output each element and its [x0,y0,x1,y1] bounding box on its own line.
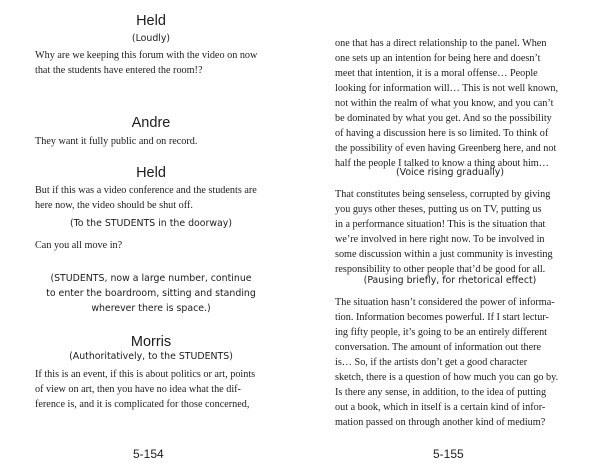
stage-direction-block: (STUDENTS, now a large number, continue to enter the boardroom, sitting and standing wherever there is space.) [46,273,256,314]
dialogue-text: one that has a direct relationship to the panel. When one sets up an intention for being here and doesn’t meet that intention, it is a moral offense… People looking for information will… This is not well known, not within the realm of what you know, and you can’t be dominated by what you get. And so the possibility of having a discussion here is so limited. To think of the possibility of even having Greenberg here, and not half the people I talked to know a thing about him… [335,38,559,169]
dialogue-text: Why are we keeping this forum with the video on now that the students have entered the room!? [35,50,258,76]
stage-direction: (Voice rising gradually) [395,167,504,178]
dialogue-text: But if this was a video conference and the students are here now, the video should be shut off. [35,185,257,211]
dialogue-text: Can you all move in? [35,240,123,251]
speaker-name: Held [136,165,166,181]
right-page [300,0,600,475]
stage-direction: (To the STUDENTS in the doorway) [69,218,232,229]
speaker-name: Andre [131,115,171,131]
dialogue-text: If this is an event, if this is about politics or art, points of view on art, then you have no idea what the dif- ference is, and it is complicated for those concerned, [35,369,256,410]
stage-direction: (Authoritatively, to the STUDENTS) [69,351,233,362]
stage-direction: (Pausing briefly, for rhetorical effect) [363,275,537,286]
stage-direction: (Loudly) [131,33,171,44]
speaker-name: Morris [130,334,172,350]
page-number: 5-154 [133,447,164,461]
dialogue-text: They want it fully public and on record. [35,136,198,147]
dialogue-text: That constitutes being senseless, corrupted by giving you guys other theses, putting us on TV, putting us in a performance situation! This is the situation that we’re involved in here right now. To be involved in some discussion within a just community is investing responsibility to other people that’d be good for all. [335,189,553,275]
dialogue-text: The situation hasn’t considered the power of informa- tion. Information becomes powerful. If I start lectur- ing fifty people, it’s going to be an entirely different conversation. The amount of information out there is… So, if the artists don’t get a good character sketch, there is a question of how much you can go by. Is there any sense, in addition, to the idea of putting out a book, which in itself is a certain kind of infor- mation passed on through another kind of medium? [335,297,559,428]
speaker-name: Held [136,13,166,29]
page-number: 5-155 [433,447,464,461]
